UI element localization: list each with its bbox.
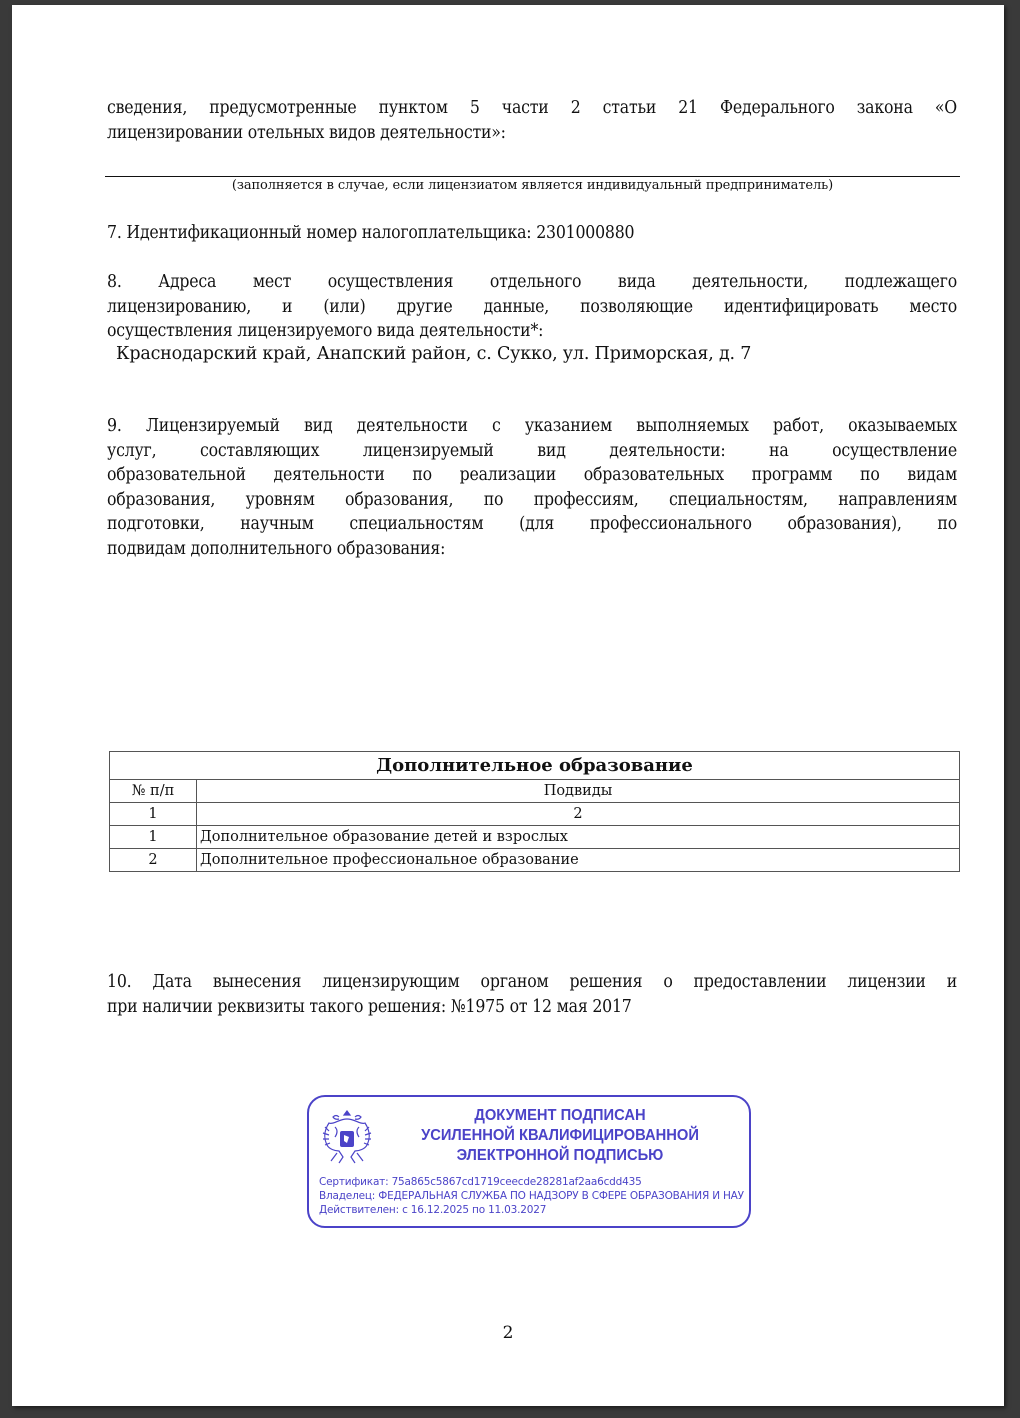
stamp-title-line-2: УСИЛЕННОЙ КВАЛИФИЦИРОВАННОЙ [421,1127,699,1144]
column-header-subtypes: Подвиды [197,780,960,803]
item-8-line-2: лицензированию, и (или) другие данные, позволяющие идентифицировать место [107,296,957,317]
activity-address: Краснодарский край, Анапский район, с. Сукко, ул. Приморская, д. 7 [116,344,752,364]
certificate-validity: Действителен: с 16.12.2025 по 11.03.2027 [319,1204,547,1216]
item-10-paragraph [107,970,957,1019]
item-9-line-3: образовательной деятельности по реализации образовательных программ по видам [107,465,957,485]
row-subtype: Дополнительное образование детей и взрослых [197,826,960,849]
column-header-number: № п/п [110,780,197,803]
item-9-line-5: подготовки, научным специальностям (для профессионального образования), по [107,514,957,534]
fill-note: (заполняется в случае, если лицензиатом является индивидуальный предприниматель) [231,178,834,193]
item-10-line-1: 10. Дата вынесения лицензирующим органом решения о предоставлении лицензии и [107,972,957,992]
table-title-row [110,752,960,780]
item-9-line-6: подвидам дополнительного образования: [107,538,446,559]
item-9-line-2: услуг, составляющих лицензируемый вид деятельности: на осуществление [107,440,957,461]
row-number: 2 [110,849,197,872]
table-row [110,849,960,872]
item-10-line-2: при наличии реквизиты такого решения: №1975 от 12 мая 2017 [107,996,632,1017]
index-cell: 1 [110,803,197,826]
table-header-row [110,780,960,803]
certificate-id: Сертификат: 75a865c5867cd1719ceecde28281af2aa6cdd435 [319,1176,642,1188]
table-index-row [110,803,960,826]
table-row [110,826,960,849]
row-number: 1 [110,826,197,849]
page-number: 2 [502,1323,514,1343]
item-9-paragraph [107,414,957,561]
fill-line [105,176,960,177]
table-title: Дополнительное образование [110,752,960,780]
index-cell: 2 [197,803,960,826]
item-9-line-4: образования, уровням образования, по профессиям, специальностям, направлениям [107,489,957,510]
document-page [12,5,1004,1406]
stamp-title-line-1: ДОКУМЕНТ ПОДПИСАН [474,1107,646,1124]
stamp-title-line-3: ЭЛЕКТРОННОЙ ПОДПИСЬЮ [456,1147,664,1164]
intro-line-1: сведения, предусмотренные пунктом 5 части 2 статьи 21 Федерального закона «О [107,98,957,118]
electronic-signature-stamp [307,1095,751,1228]
item-8-paragraph [107,270,957,344]
item-7-tin: 7. Идентификационный номер налогоплательщика: 2301000880 [107,223,635,243]
row-subtype: Дополнительное профессиональное образование [197,849,960,872]
russian-coat-of-arms-icon [319,1107,375,1167]
certificate-owner: Владелец: ФЕДЕРАЛЬНАЯ СЛУЖБА ПО НАДЗОРУ В СФЕРЕ ОБРАЗОВАНИЯ И НАУ [319,1190,744,1202]
item-9-line-1: 9. Лицензируемый вид деятельности с указанием выполняемых работ, оказываемых [107,416,957,436]
item-8-line-1: 8. Адреса мест осуществления отдельного вида деятельности, подлежащего [107,272,957,292]
intro-line-2: лицензировании отельных видов деятельности»: [107,122,506,143]
intro-paragraph [107,96,957,145]
item-8-line-3: осуществления лицензируемого вида деятельности*: [107,321,544,341]
subtypes-table [109,751,960,872]
